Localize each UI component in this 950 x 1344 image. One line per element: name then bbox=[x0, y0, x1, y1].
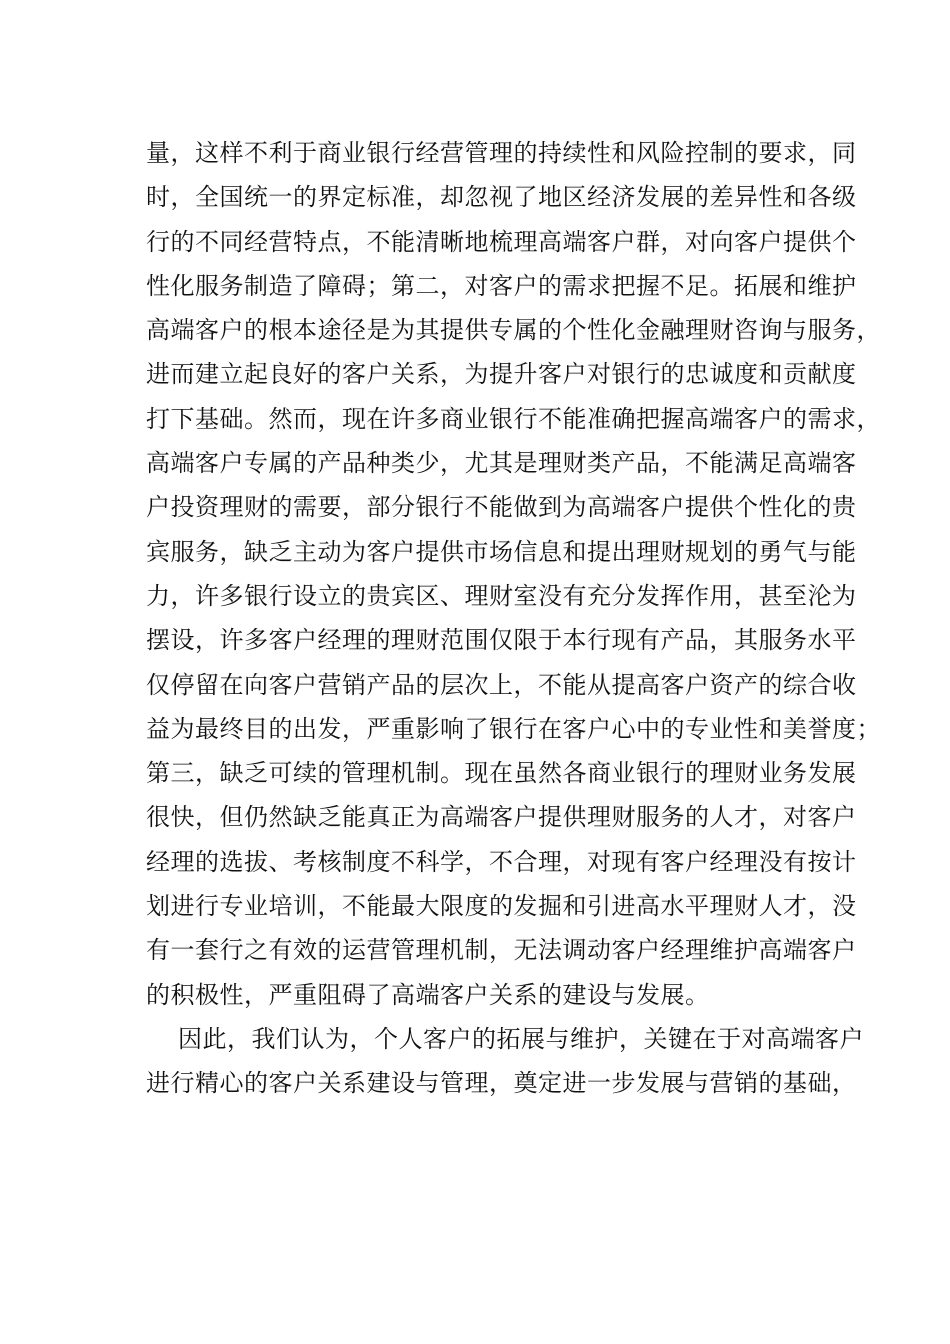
text-line: 摆设，许多客户经理的理财范围仅限于本行现有产品，其服务水平 bbox=[146, 626, 857, 655]
text-line: 力，许多银行设立的贵宾区、理财室没有充分发挥作用，甚至沦为 bbox=[146, 581, 857, 610]
text-line: 仅停留在向客户营销产品的层次上，不能从提高客户资产的综合收 bbox=[146, 670, 857, 699]
text-line: 有一套行之有效的运营管理机制，无法调动客户经理维护高端客户 bbox=[146, 936, 857, 965]
text-line: 行的不同经营特点，不能清晰地梳理高端客户群，对向客户提供个 bbox=[146, 227, 857, 256]
text-line: 进而建立起良好的客户关系，为提升客户对银行的忠诚度和贡献度 bbox=[146, 360, 857, 389]
text-line: 益为最终目的出发，严重影响了银行在客户心中的专业性和美誉度； bbox=[146, 714, 881, 743]
text-line: 打下基础。然而，现在许多商业银行不能准确把握高端客户的需求， bbox=[146, 404, 881, 433]
body-text bbox=[146, 131, 881, 1106]
text-line: 宾服务，缺乏主动为客户提供市场信息和提出理财规划的勇气与能 bbox=[146, 537, 857, 566]
text-line: 第三，缺乏可续的管理机制。现在虽然各商业银行的理财业务发展 bbox=[146, 759, 857, 788]
text-line: 性化服务制造了障碍；第二，对客户的需求把握不足。拓展和维护 bbox=[146, 271, 857, 300]
text-line: 经理的选拔、考核制度不科学，不合理，对现有客户经理没有按计 bbox=[146, 847, 857, 876]
text-line: 高端客户专属的产品种类少，尤其是理财类产品，不能满足高端客 bbox=[146, 449, 857, 478]
text-line: 户投资理财的需要，部分银行不能做到为高端客户提供个性化的贵 bbox=[146, 493, 857, 522]
paragraph-start-line: 因此，我们认为，个人客户的拓展与维护，关键在于对高端客户 bbox=[178, 1024, 864, 1053]
text-line: 量，这样不利于商业银行经营管理的持续性和风险控制的要求，同 bbox=[146, 139, 857, 167]
text-line: 划进行专业培训，不能最大限度的发掘和引进高水平理财人才，没 bbox=[146, 892, 857, 921]
text-line: 进行精心的客户关系建设与管理，奠定进一步发展与营销的基础， bbox=[146, 1069, 857, 1098]
text-line: 很快，但仍然缺乏能真正为高端客户提供理财服务的人才，对客户 bbox=[146, 803, 857, 832]
text-line: 的积极性，严重阻碍了高端客户关系的建设与发展。 bbox=[146, 980, 710, 1009]
text-line: 时，全国统一的界定标准，却忽视了地区经济发展的差异性和各级 bbox=[146, 183, 857, 212]
text-line: 高端客户的根本途径是为其提供专属的个性化金融理财咨询与服务， bbox=[146, 316, 881, 345]
